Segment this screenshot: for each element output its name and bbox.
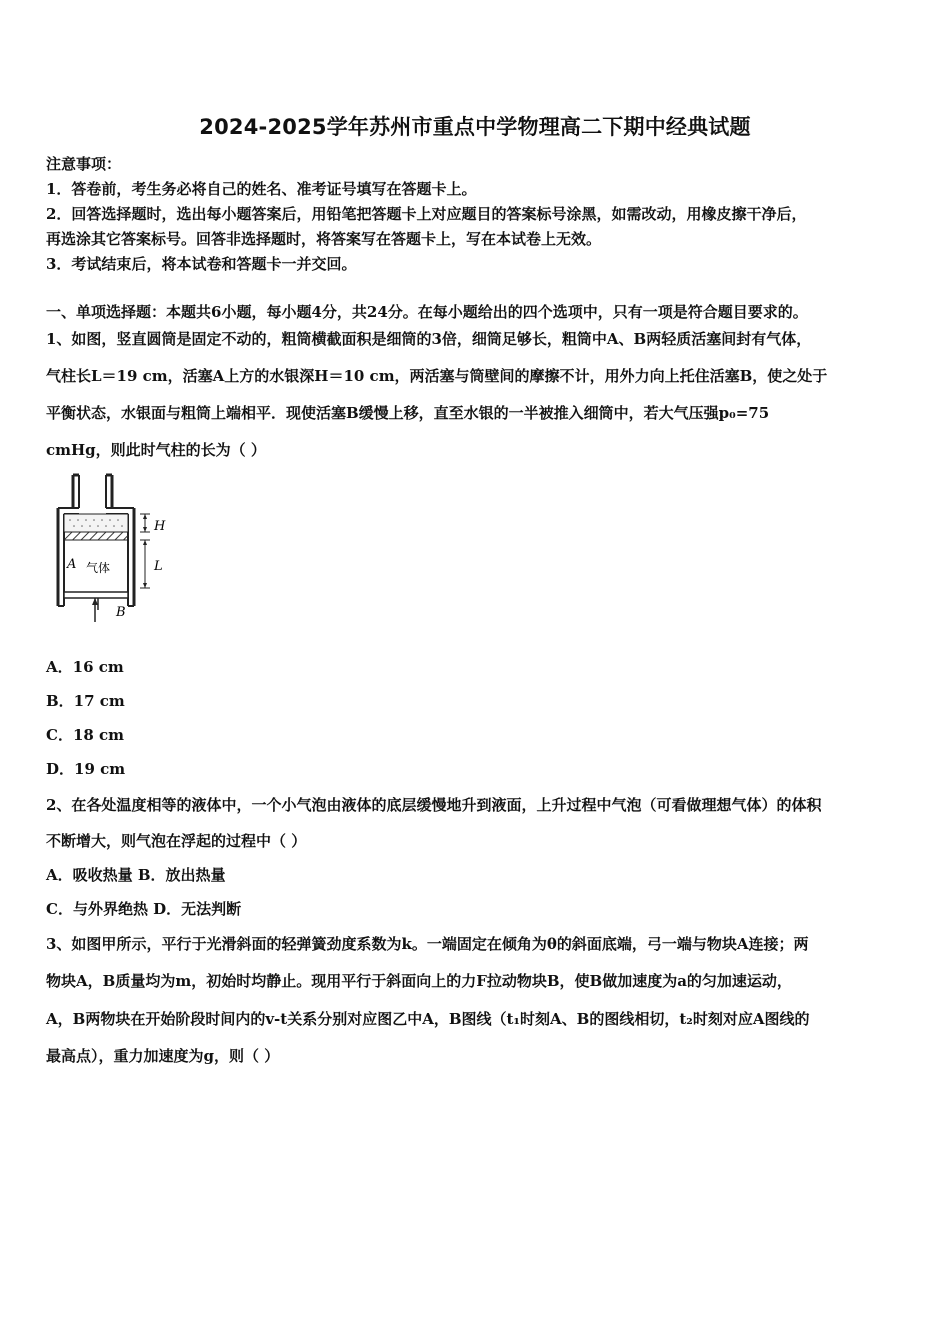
notice-item: 1．答卷前，考生务必将自己的姓名、准考证号填写在答题卡上。 — [46, 180, 477, 198]
q2-options-row: C．与外界绝热 D．无法判断 — [46, 900, 242, 918]
label-B: B — [116, 605, 126, 620]
q1-option-c: C．18 cm — [46, 726, 125, 744]
notice-item: 3．考试结束后，将本试卷和答题卡一并交回。 — [46, 255, 357, 273]
question-1-text: 1、如图，竖直圆筒是固定不动的，粗筒横截面积是细筒的3倍，细筒足够长，粗筒中A、B两轻质活塞间封有气体， — [46, 330, 812, 348]
question-2-text: 2、在各处温度相等的液体中，一个小气泡由液体的底层缓慢地升到液面，上升过程中气泡（可看做理想气体）的体积 — [46, 796, 822, 814]
section-heading: 一、单项选择题：本题共6小题，每小题4分，共24分。在每小题给出的四个选项中，只有一项是符合题目要求的。 — [46, 303, 808, 321]
label-L: L — [154, 559, 163, 574]
question-1-text: 平衡状态，水银面与粗筒上端相平．现使活塞B缓慢上移，直至水银的一半被推入细筒中，若大气压强p₀=75 — [46, 404, 770, 422]
question-1-text: cmHg，则此时气柱的长为（ ） — [46, 441, 266, 459]
question-3-text: 最高点），重力加速度为g，则（ ） — [46, 1047, 280, 1065]
page-title: 2024-2025学年苏州市重点中学物理高二下期中经典试题 — [199, 115, 751, 139]
q1-option-b: B．17 cm — [46, 692, 125, 710]
label-gas: 气体 — [86, 561, 111, 575]
question-3-text: 物块A，B质量均为m，初始时均静止。现用平行于斜面向上的力F拉动物块B，使B做加速度为a的匀加速运动， — [46, 972, 792, 990]
question-3-text: 3、如图甲所示，平行于光滑斜面的轻弹簧劲度系数为k。一端固定在倾角为θ的斜面底端，弓一端与物块A连接；两 — [46, 935, 809, 953]
q1-option-d: D．19 cm — [46, 760, 126, 778]
label-A: A — [67, 557, 77, 572]
label-H: H — [154, 519, 166, 534]
notice-item: 再选涂其它答案标号。回答非选择题时，将答案写在答题卡上，写在本试卷上无效。 — [46, 230, 602, 248]
question-3-text: A，B两物块在开始阶段时间内的v-t关系分别对应图乙中A，B图线（t₁时刻A、B的图线相切，t₂时刻对应A图线的 — [46, 1010, 810, 1028]
notice-heading: 注意事项： — [46, 155, 122, 173]
q2-options-row: A．吸收热量 B．放出热量 — [46, 866, 226, 884]
cylinder-piston-figure — [40, 470, 180, 630]
q1-option-a: A．16 cm — [46, 658, 124, 676]
question-1-text: 气柱长L＝19 cm，活塞A上方的水银深H＝10 cm，两活塞与筒壁间的摩擦不计，用外力向上托住活塞B，使之处于 — [46, 367, 828, 385]
notice-item: 2．回答选择题时，选出每小题答案后，用铅笔把答题卡上对应题目的答案标号涂黑，如需改动，用橡皮擦干净后， — [46, 205, 807, 223]
question-2-text: 不断增大，则气泡在浮起的过程中（ ） — [46, 832, 307, 850]
